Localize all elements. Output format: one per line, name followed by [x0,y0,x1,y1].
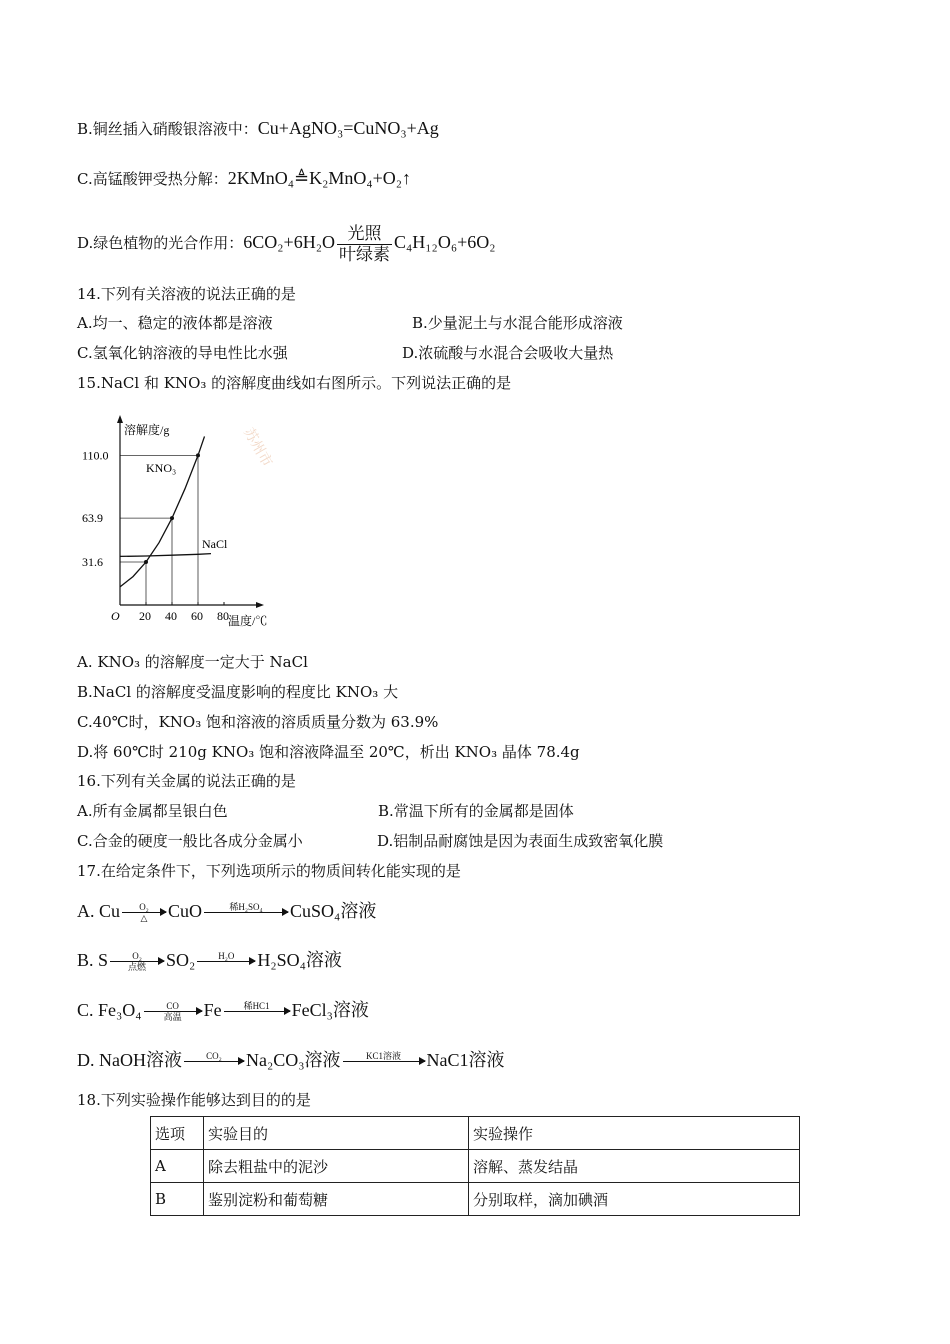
table-header-cell: 实验目的 [204,1117,469,1150]
q17-a-arrow1 [122,902,166,923]
q17-a-s1: Cu [99,901,121,921]
q17-b-c1-bot: 点燃 [128,962,147,973]
q14-option-c: C.氢氧化钠溶液的导电性比水强 [77,344,288,362]
q18-stem: 18.下列实验操作能够达到目的的是 [77,1091,311,1109]
q17-d-arrow1 [184,1051,244,1072]
q16-option-b: B.常温下所有的金属都是固体 [378,802,574,820]
q17-c-s2: Fe [203,1000,222,1020]
table-header-cell: 实验操作 [469,1117,800,1150]
q17-b-s2: SO₂ [166,950,196,970]
chart-origin-label: O [111,609,120,623]
y-tick-label: 31.6 [82,555,103,570]
q15-option-b: B.NaCl 的溶解度受温度影响的程度比 KNO₃ 大 [77,683,399,701]
q17-c-s1: Fe₃O₄ [98,1000,142,1020]
q14-stem: 14.下列有关溶液的说法正确的是 [77,285,296,303]
q17-b-c2-bot [197,962,255,972]
table-row [151,1150,800,1183]
table-row [151,1183,800,1216]
table-cell: 分别取样，滴加碘酒 [469,1183,800,1216]
series-line-kno3 [120,436,205,587]
q15-stem: 15.NaCl 和 KNO₃ 的溶解度曲线如右图所示。下列说法正确的是 [77,374,512,392]
q17-b-c1-top: O₂ [132,951,142,962]
q17-c-s3: FeCl₃溶液 [291,1000,369,1020]
q13-option-d-cond-top: 光照 [347,223,382,244]
q17-stem: 17.在给定条件下，下列选项所示的物质间转化能实现的是 [77,862,461,880]
q17-c-c1-bot: 高温 [163,1012,182,1023]
table-cell: 溶解、蒸发结晶 [469,1150,800,1183]
q13-option-d-right: C₄H₁₂O₆+6O₂ [393,232,496,252]
q13-option-c [77,168,411,189]
q17-a-c1-bot: △ [140,913,148,924]
q13-option-d-cond-bottom: 叶绿素 [338,244,390,265]
q17-option-c [77,995,369,1025]
q17-c-arrow2 [224,1001,290,1022]
q17-a-c1-top: O₂ [139,902,149,913]
q17-b-s3: H₂SO₄溶液 [257,950,342,970]
q13-option-b-label: B.铜丝插入硝酸银溶液中： [77,120,258,138]
q13-option-b-equation: Cu+AgNO₃=CuNO₃+Ag [257,118,439,138]
y-axis-arrow-icon [117,415,123,423]
q18-table [150,1116,800,1216]
q17-d-s2: Na₂CO₃溶液 [246,1050,341,1070]
q13-option-c-label: C.高锰酸钾受热分解： [77,170,228,188]
q17-option-d [77,1045,505,1075]
q17-a-arrow2 [204,902,288,923]
x-tick-label: 20 [139,609,151,623]
q13-option-d [77,220,496,265]
q17-option-b [77,945,342,975]
series-line-nacl [120,554,211,557]
x-axis-label: 温度/℃ [228,614,268,628]
table-cell: A [151,1150,204,1183]
q17-c-label: C. [77,1000,94,1020]
solubility-curve-chart [80,405,290,633]
q17-d-c1-bot [184,1062,244,1072]
q13-option-d-left: 6CO₂+6H₂O [243,232,335,252]
x-axis-arrow-icon [256,602,264,608]
q17-d-label: D. [77,1050,95,1070]
table-cell: 鉴别淀粉和葡萄糖 [204,1183,469,1216]
q14-option-a: A.均一、稳定的液体都是溶液 [77,314,273,332]
q13-option-b [77,118,439,139]
q13-option-c-equation: 2KMnO₄≜K₂MnO₄+O₂↑ [227,168,412,188]
q13-option-d-label: D.绿色植物的光合作用： [77,234,244,252]
q14-option-d: D.浓硫酸与水混合会吸收大量热 [402,344,614,362]
q17-b-arrow2 [197,951,255,972]
legend-label-kno3: KNO₃ [146,461,177,475]
q14-option-b: B.少量泥土与水混合能形成溶液 [412,314,623,332]
q15-option-c: C.40℃时，KNO₃ 饱和溶液的溶质质量分数为 63.9% [77,713,439,731]
q17-b-c2-top: H₂O [218,951,235,962]
x-tick-label: 80 [217,609,229,623]
q17-d-arrow2 [343,1051,425,1072]
q17-a-label: A. [77,901,95,921]
table-header-cell: 选项 [151,1117,204,1150]
q17-c-c1-top: CO [166,1001,179,1012]
x-tick-label: 40 [165,609,177,623]
q17-c-arrow1 [144,1001,202,1022]
chart-curves [120,436,228,587]
y-axis-label: 溶解度/g [124,423,170,437]
q17-b-label: B. [77,950,94,970]
q17-b-arrow1 [110,951,164,972]
q17-d-c2-bot [343,1062,425,1072]
q17-b-s1: S [98,950,109,970]
x-tick-label: 60 [191,609,203,623]
legend-label-nacl: NaCl [202,537,228,551]
q17-d-s3: NaC1溶液 [426,1050,505,1070]
q17-d-c2-top: KC1溶液 [366,1051,402,1062]
chart-watermark: 苏州市 [240,425,275,470]
q15-option-d: D.将 60℃时 210g KNO₃ 饱和溶液降温至 20℃，析出 KNO₃ 晶体 78.4g [77,743,580,761]
table-header-row [151,1117,800,1150]
table-cell: 除去粗盐中的泥沙 [204,1150,469,1183]
q16-option-d: D.铝制品耐腐蚀是因为表面生成致密氧化膜 [377,832,664,850]
q15-option-a: A. KNO₃ 的溶解度一定大于 NaCl [77,653,308,671]
y-tick-label: 63.9 [82,511,103,526]
q17-a-c2-top: 稀H₂SO₄ [229,902,263,913]
q16-stem: 16.下列有关金属的说法正确的是 [77,772,296,790]
y-tick-label: 110.0 [82,448,109,463]
q16-option-a: A.所有金属都呈银白色 [77,802,228,820]
chart-guides [120,455,198,605]
q17-d-c1-top: CO₂ [206,1051,222,1062]
q13-option-d-condition [337,224,392,265]
q16-option-c: C.合金的硬度一般比各成分金属小 [77,832,303,850]
q17-c-c2-bot [224,1012,290,1022]
q17-d-s1: NaOH溶液 [99,1050,182,1070]
table-cell: B [151,1183,204,1216]
q17-c-c2-top: 稀HC1 [243,1001,270,1012]
q17-a-s3: CuSO₄溶液 [290,901,377,921]
q17-a-s2: CuO [168,901,203,921]
q17-option-a [77,896,376,926]
q17-a-c2-bot [204,913,288,923]
